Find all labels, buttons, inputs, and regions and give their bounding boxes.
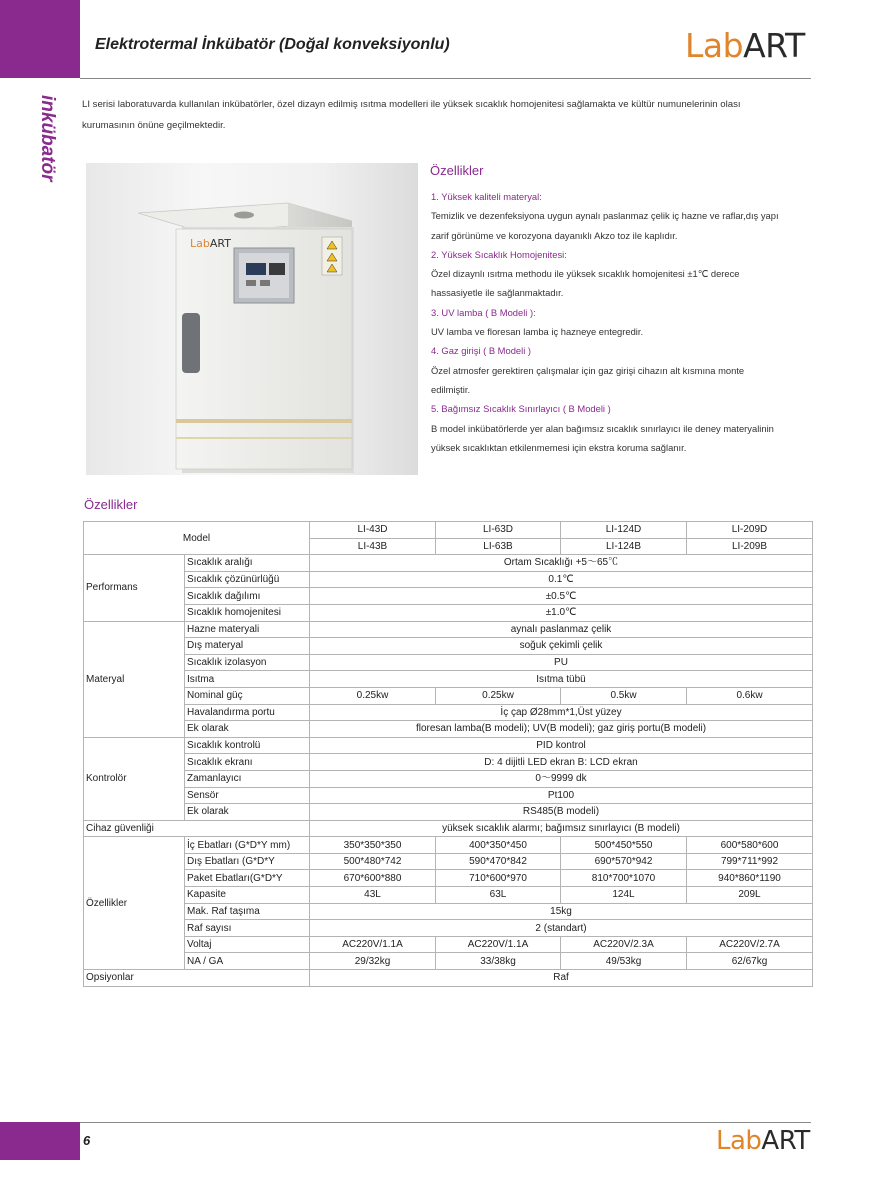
table-row xyxy=(84,953,813,970)
header-divider xyxy=(80,78,811,79)
value-cell: aynalı paslanmaz çelik xyxy=(310,621,813,638)
parameter-cell: Mak. Raf taşıma xyxy=(185,903,310,920)
table-row xyxy=(84,903,813,920)
table-row xyxy=(84,804,813,821)
feature-text: B model inkübatörlerde yer alan bağımsız sıcaklık sınırlayıcı ile deney materyalinin yüksek sıcaklıktan etkilenmemesi için ekstra koruma sağlanır. xyxy=(431,422,774,453)
features-title: Özellikler xyxy=(430,163,484,178)
table-row xyxy=(84,754,813,771)
value-cell: 0.25kw xyxy=(310,687,436,704)
value-cell: 209L xyxy=(687,887,813,904)
feature-item xyxy=(431,245,781,303)
model-cell: LI-63B xyxy=(436,538,561,555)
table-row xyxy=(84,936,813,953)
value-cell: 33/38kg xyxy=(436,953,561,970)
table-row xyxy=(84,853,813,870)
feature-text: Temizlik ve dezenfeksiyona uygun aynalı paslanmaz çelik iç hazne ve raflar,dış yapı zarif görünüme ve korozyona dayanıklı Akzo toz ile kaplıdır. xyxy=(431,210,779,241)
incubator-illustration xyxy=(86,163,418,475)
feature-text: UV lamba ve floresan lamba iç hazneye entegredir. xyxy=(431,326,644,338)
logo-lab-text: Lab xyxy=(685,26,744,65)
value-cell: PID kontrol xyxy=(310,737,813,754)
table-row xyxy=(84,604,813,621)
value-cell: 400*350*450 xyxy=(436,837,561,854)
parameter-cell: Sıcaklık çözünürlüğü xyxy=(185,571,310,588)
spec-table xyxy=(83,521,813,987)
feature-heading: 5. Bağımsız Sıcaklık Sınırlayıcı ( B Modeli ) xyxy=(431,403,611,415)
table-row xyxy=(84,721,813,738)
category-cell: Özellikler xyxy=(84,837,185,970)
table-row xyxy=(84,770,813,787)
table-row xyxy=(84,920,813,937)
value-cell: 0.6kw xyxy=(687,687,813,704)
parameter-cell: NA / GA xyxy=(185,953,310,970)
parameter-cell: Hazne materyali xyxy=(185,621,310,638)
value-cell: 600*580*600 xyxy=(687,837,813,854)
feature-heading: 4. Gaz girişi ( B Modeli ) xyxy=(431,345,532,357)
parameter-cell: Sıcaklık kontrolü xyxy=(185,737,310,754)
feature-heading: 2. Yüksek Sıcaklık Homojenitesi: xyxy=(431,248,567,260)
parameter-cell: İç Ebatları (G*D*Y mm) xyxy=(185,837,310,854)
parameter-cell: Sıcaklık ekranı xyxy=(185,754,310,771)
value-cell: AC220V/2.3A xyxy=(561,936,687,953)
value-cell: AC220V/1.1A xyxy=(310,936,436,953)
product-photo xyxy=(86,163,418,475)
spec-table-title: Özellikler xyxy=(84,497,138,512)
value-cell: 124L xyxy=(561,887,687,904)
value-cell: 350*350*350 xyxy=(310,837,436,854)
value-cell: 0.1℃ xyxy=(310,571,813,588)
category-cell: Kontrolör xyxy=(84,737,185,820)
model-cell: LI-43D xyxy=(310,522,436,539)
feature-item xyxy=(431,303,781,342)
value-cell: 43L xyxy=(310,887,436,904)
page-number: 6 xyxy=(83,1133,91,1148)
parameter-cell: Isıtma xyxy=(185,671,310,688)
table-row xyxy=(84,588,813,605)
value-cell: 500*480*742 xyxy=(310,853,436,870)
value-cell: AC220V/2.7A xyxy=(687,936,813,953)
header-accent-bar xyxy=(0,0,80,78)
parameter-cell: Ek olarak xyxy=(185,721,310,738)
value-cell: ±1.0℃ xyxy=(310,604,813,621)
table-row xyxy=(84,555,813,572)
value-cell: floresan lamba(B modeli); UV(B modeli); gaz giriş portu(B modeli) xyxy=(310,721,813,738)
page-title: Elektrotermal İnkübatör (Doğal konveksiyonlu) xyxy=(95,36,450,53)
parameter-cell: Kapasite xyxy=(185,887,310,904)
feature-text: Özel atmosfer gerektiren çalışmalar için gaz girişi cihazın alt kısmına monte edilmiştir. xyxy=(431,364,745,395)
table-row xyxy=(84,522,813,539)
value-cell: Raf xyxy=(310,970,813,987)
value-cell: 2 (standart) xyxy=(310,920,813,937)
table-row xyxy=(84,687,813,704)
footer-accent-bar xyxy=(0,1122,80,1160)
table-row xyxy=(84,870,813,887)
features-list xyxy=(431,187,781,457)
feature-heading: 3. UV lamba ( B Modeli ): xyxy=(431,306,536,318)
parameter-cell: Sıcaklık izolasyon xyxy=(185,654,310,671)
value-cell: 940*860*1190 xyxy=(687,870,813,887)
feature-text: Özel dizaynlı ısıtma methodu ile yüksek sıcaklık homojenitesi ±1℃ derece hassasiyetle ile sağlanmaktadır. xyxy=(431,268,740,299)
parameter-cell: Sıcaklık aralığı xyxy=(185,555,310,572)
intro-paragraph: LI serisi laboratuvarda kullanılan inkübatörler, özel dizayn edilmiş ısıtma modelleri ile yüksek sıcaklık homojenitesi sağlamakta ve kültür numunelerinin olası kurumasının önüne geçilmektedir. xyxy=(82,99,741,131)
parameter-cell: Dış materyal xyxy=(185,638,310,655)
value-cell: soğuk çekimli çelik xyxy=(310,638,813,655)
category-cell: Materyal xyxy=(84,621,185,737)
value-cell: 0.25kw xyxy=(436,687,561,704)
value-cell: Pt100 xyxy=(310,787,813,804)
model-cell: LI-43B xyxy=(310,538,436,555)
logo-art-text: ART xyxy=(761,1126,810,1156)
model-header: Model xyxy=(84,522,310,555)
table-row xyxy=(84,671,813,688)
value-cell: Isıtma tübü xyxy=(310,671,813,688)
category-cell: Cihaz güvenliği xyxy=(84,820,310,837)
value-cell: 49/53kg xyxy=(561,953,687,970)
parameter-cell: Sensör xyxy=(185,787,310,804)
table-row xyxy=(84,621,813,638)
value-cell: 63L xyxy=(436,887,561,904)
value-cell: 710*600*970 xyxy=(436,870,561,887)
value-cell: yüksek sıcaklık alarmı; bağımsız sınırlayıcı (B modeli) xyxy=(310,820,813,837)
feature-item xyxy=(431,187,781,245)
table-row xyxy=(84,887,813,904)
logo-lab-text: Lab xyxy=(716,1126,762,1156)
parameter-cell: Ek olarak xyxy=(185,804,310,821)
header-logo xyxy=(685,26,805,65)
spec-table-body xyxy=(84,522,813,987)
model-cell: LI-63D xyxy=(436,522,561,539)
table-row xyxy=(84,820,813,837)
parameter-cell: Sıcaklık dağılımı xyxy=(185,588,310,605)
side-section-label: inkübatör xyxy=(37,95,58,182)
model-cell: LI-209B xyxy=(687,538,813,555)
table-row xyxy=(84,787,813,804)
table-row xyxy=(84,638,813,655)
model-cell: LI-209D xyxy=(687,522,813,539)
parameter-cell: Voltaj xyxy=(185,936,310,953)
footer-logo xyxy=(716,1126,810,1156)
feature-heading: 1. Yüksek kaliteli materyal: xyxy=(431,191,542,202)
parameter-cell: Nominal güç xyxy=(185,687,310,704)
value-cell: 15kg xyxy=(310,903,813,920)
value-cell: 0～9999 dk xyxy=(310,770,813,787)
value-cell: RS485(B modeli) xyxy=(310,804,813,821)
parameter-cell: Raf sayısı xyxy=(185,920,310,937)
table-row xyxy=(84,704,813,721)
model-cell: LI-124B xyxy=(561,538,687,555)
table-row xyxy=(84,571,813,588)
feature-item xyxy=(431,341,781,399)
value-cell: 0.5kw xyxy=(561,687,687,704)
parameter-cell: Dış Ebatları (G*D*Y xyxy=(185,853,310,870)
value-cell: 500*450*550 xyxy=(561,837,687,854)
parameter-cell: Havalandırma portu xyxy=(185,704,310,721)
value-cell: 810*700*1070 xyxy=(561,870,687,887)
value-cell: AC220V/1.1A xyxy=(436,936,561,953)
parameter-cell: Paket Ebatları(G*D*Y xyxy=(185,870,310,887)
value-cell: 799*711*992 xyxy=(687,853,813,870)
logo-art-text: ART xyxy=(743,26,805,65)
value-cell: D: 4 dijitli LED ekran B: LCD ekran xyxy=(310,754,813,771)
category-cell: Performans xyxy=(84,555,185,621)
value-cell: PU xyxy=(310,654,813,671)
parameter-cell: Zamanlayıcı xyxy=(185,770,310,787)
table-row xyxy=(84,970,813,987)
value-cell: ±0.5℃ xyxy=(310,588,813,605)
feature-item xyxy=(431,399,781,457)
parameter-cell: Sıcaklık homojenitesi xyxy=(185,604,310,621)
table-row xyxy=(84,737,813,754)
table-row xyxy=(84,837,813,854)
value-cell: 590*470*842 xyxy=(436,853,561,870)
value-cell: 690*570*942 xyxy=(561,853,687,870)
value-cell: İç çap Ø28mm*1,Üst yüzey xyxy=(310,704,813,721)
product-brand-label: LabART xyxy=(190,237,231,250)
value-cell: 670*600*880 xyxy=(310,870,436,887)
model-cell: LI-124D xyxy=(561,522,687,539)
value-cell: 62/67kg xyxy=(687,953,813,970)
category-cell: Opsiyonlar xyxy=(84,970,310,987)
footer-divider xyxy=(80,1122,811,1123)
table-row xyxy=(84,654,813,671)
value-cell: Ortam Sıcaklığı +5～65℃ xyxy=(310,555,813,572)
value-cell: 29/32kg xyxy=(310,953,436,970)
